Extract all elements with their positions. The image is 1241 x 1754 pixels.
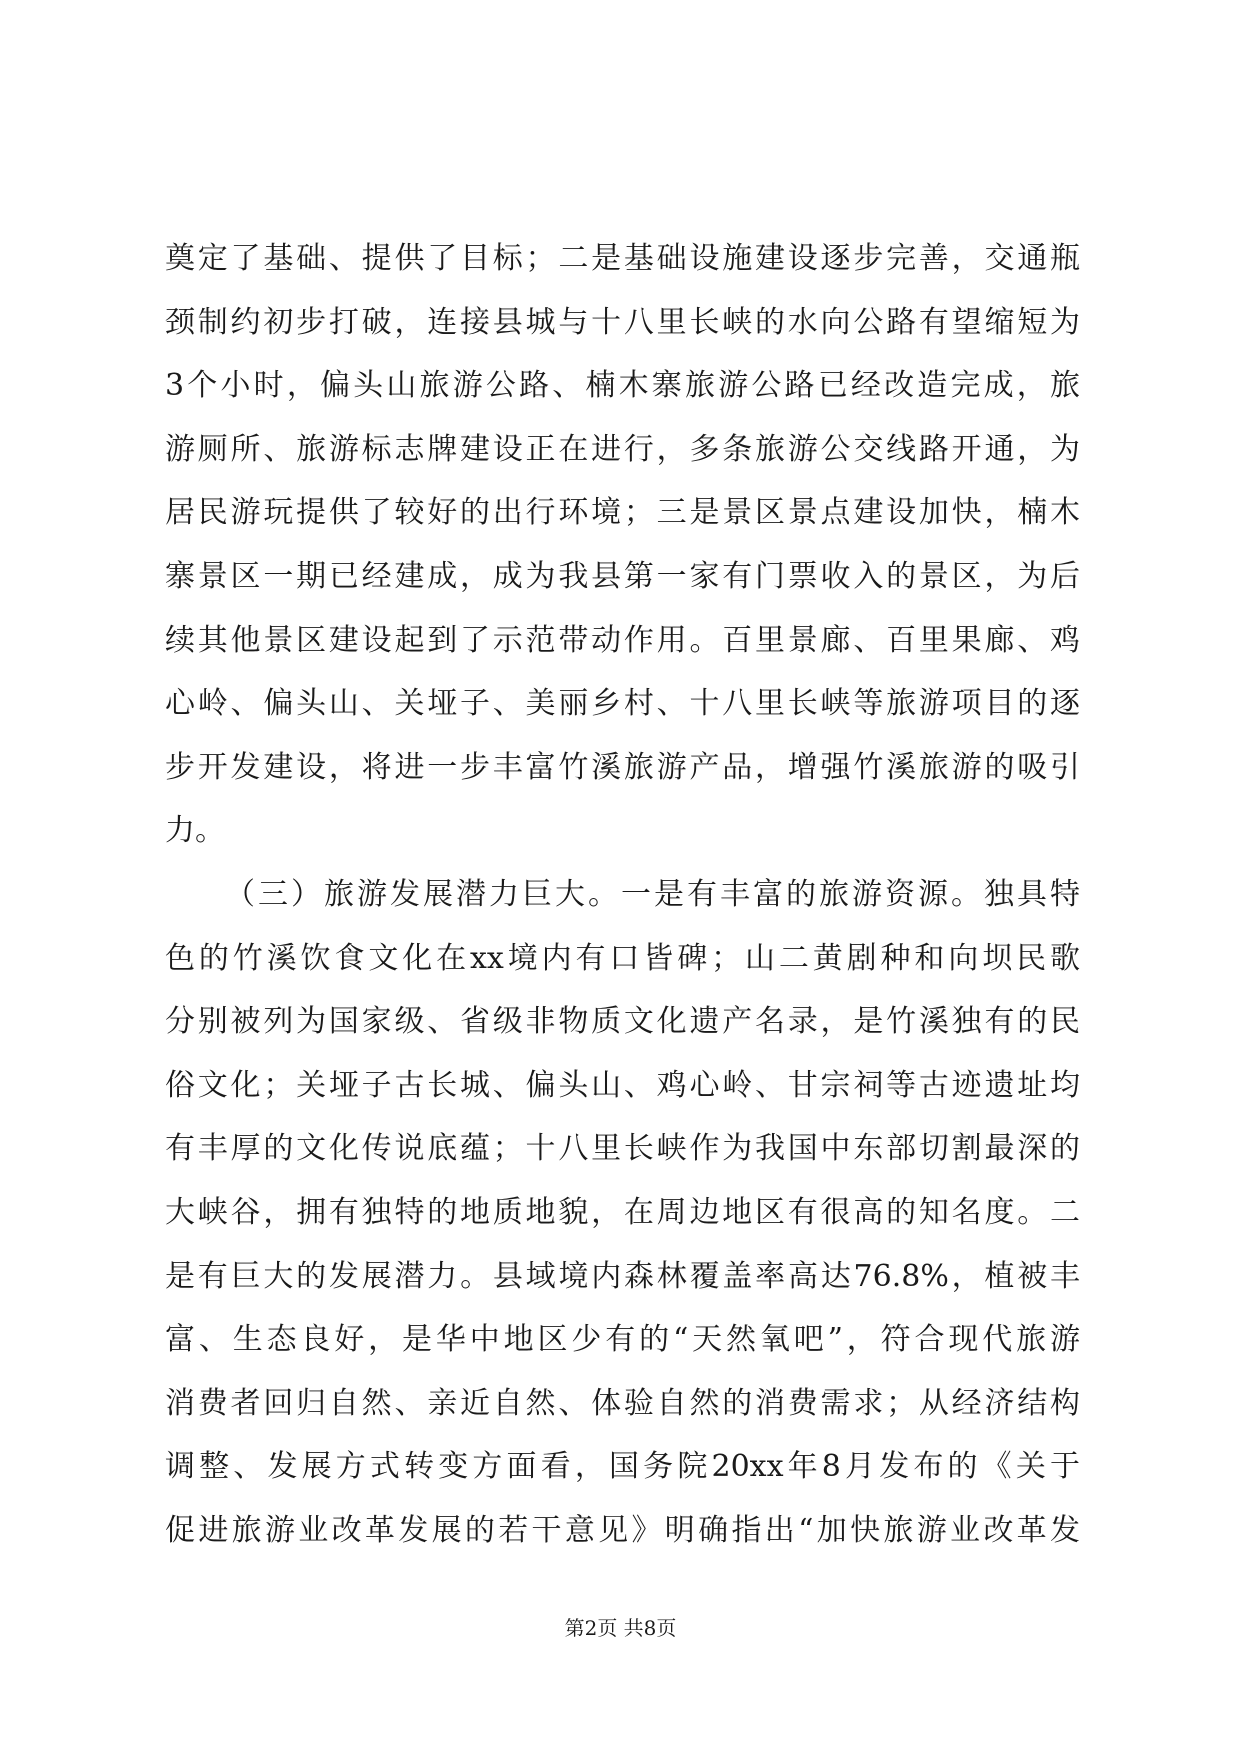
text-line: 游厕所、旅游标志牌建设正在进行，多条旅游公交线路开通，为 <box>165 431 1080 467</box>
text-line: 颈制约初步打破，连接县城与十八里长峡的水向公路有望缩短为 <box>165 304 1080 340</box>
text-line: 有丰厚的文化传说底蕴；十八里长峡作为我国中东部切割最深的 <box>165 1131 1080 1167</box>
text-line: 促进旅游业改革发展的若干意见》明确指出“加快旅游业改革发 <box>165 1512 1080 1548</box>
text-line: 续其他景区建设起到了示范带动作用。百里景廊、百里果廊、鸡 <box>165 622 1080 658</box>
text-line: 是有巨大的发展潜力。县域境内森林覆盖率高达76.8%，植被丰 <box>165 1258 1080 1294</box>
text-line: 奠定了基础、提供了目标；二是基础设施建设逐步完善，交通瓶 <box>165 241 1080 276</box>
text-line: 大峡谷，拥有独特的地质地貌，在周边地区有很高的知名度。二 <box>165 1194 1080 1230</box>
text-line: 俗文化；关垭子古长城、偏头山、鸡心岭、甘宗祠等古迹遗址均 <box>165 1067 1080 1103</box>
document-body <box>165 227 1080 1562</box>
text-line: 分别被列为国家级、省级非物质文化遗产名录，是竹溪独有的民 <box>165 1004 1080 1040</box>
text-line: 力。 <box>165 813 225 849</box>
text-line: 3个小时，偏头山旅游公路、楠木寨旅游公路已经改造完成，旅 <box>165 368 1080 404</box>
text-line: 寨景区一期已经建成，成为我县第一家有门票收入的景区，为后 <box>165 558 1080 594</box>
text-line: 步开发建设，将进一步丰富竹溪旅游产品，增强竹溪旅游的吸引 <box>165 749 1080 785</box>
page-number-footer: 第2页 共8页 <box>564 1616 677 1640</box>
section-heading-line: （三）旅游发展潜力巨大。一是有丰富的旅游资源。独具特 <box>225 876 1080 912</box>
text-line: 富、生态良好，是华中地区少有的“天然氧吧”，符合现代旅游 <box>165 1322 1080 1358</box>
text-line: 消费者回归自然、亲近自然、体验自然的消费需求；从经济结构 <box>165 1385 1080 1421</box>
text-line: 居民游玩提供了较好的出行环境；三是景区景点建设加快，楠木 <box>165 495 1080 531</box>
text-line: 色的竹溪饮食文化在xx境内有口皆碑；山二黄剧种和向坝民歌 <box>165 940 1080 976</box>
text-line: 调整、发展方式转变方面看，国务院20xx年8月发布的《关于 <box>165 1449 1080 1485</box>
text-line: 心岭、偏头山、关垭子、美丽乡村、十八里长峡等旅游项目的逐 <box>165 686 1080 722</box>
